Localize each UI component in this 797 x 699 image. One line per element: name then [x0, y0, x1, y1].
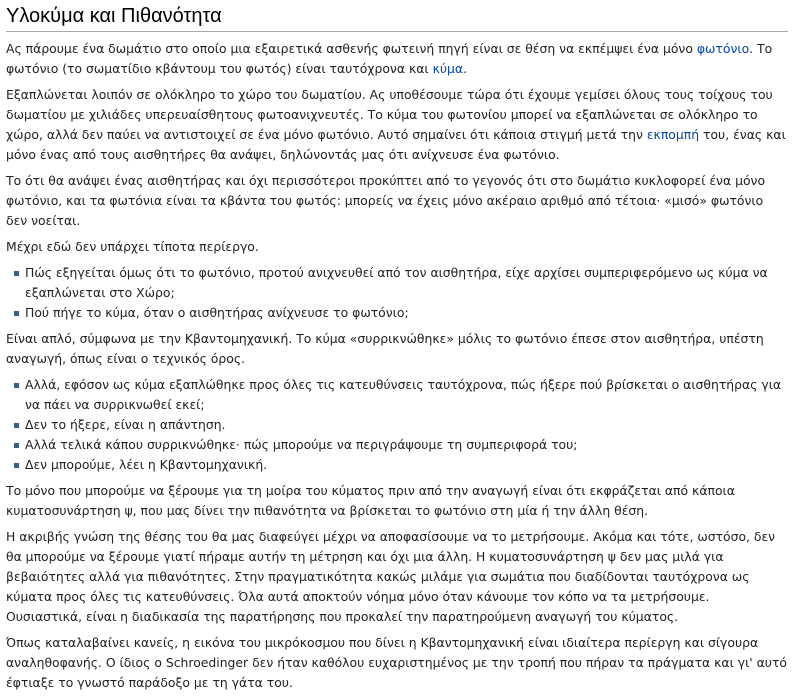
list-item [6, 435, 788, 455]
paragraph-4: Μέχρι εδώ δεν υπάρχει τίποτα περίεργο. [6, 239, 259, 254]
bullet-square-icon [14, 423, 19, 428]
paragraph-1-text-b: . Το φωτόνιο (το σωματίδιο κβάντουμ του φωτός) είναι ταυτόχρονα και [6, 41, 773, 76]
question-list-1 [6, 263, 788, 323]
paragraph-2-text-b: του, ένας και μόνο ένας από τους αισθητήρες θα ανάψει, δηλώνοντάς μας ότι ανίχνευσε ένα φωτόνιο. [6, 127, 786, 162]
section-heading: Υλοκύμα και Πιθανότητα [6, 5, 222, 27]
list-item-text: Αλλά, εφόσον ως κύμα εξαπλώθηκε προς όλες τις κατευθύνσεις ταυτόχρονα, πώς ήξερε πού βρίσκεται ο αισθητήρας για να πάει να συρρικνωθεί εκεί; [25, 377, 782, 412]
paragraph-5: Είναι απλό, σύμφωνα με την Κβαντομηχανική. Το κύμα «συρρικνώθηκε» μόλις το φωτόνιο έπεσε στον αισθητήρα, υπέστη αναγωγή, όπως είναι ο τεχνικός όρος. [6, 331, 764, 366]
bullet-square-icon [14, 443, 19, 448]
paragraph-1-text-c: . [463, 61, 468, 76]
paragraph-2 [6, 85, 788, 165]
article-body [6, 39, 788, 699]
list-item [6, 455, 788, 475]
question-list-2 [6, 375, 788, 475]
bullet-square-icon [14, 463, 19, 468]
list-item-text: Δεν μπορούμε, λέει η Κβαντομηχανική. [25, 457, 268, 472]
list-item-text: Πώς εξηγείται όμως ότι το φωτόνιο, προτού ανιχνευθεί από τον αισθητήρα, είχε αρχίσει συμπεριφερόμενο ως κύμα να εξαπλώνεται στο Χώρο; [25, 265, 768, 300]
list-item [6, 415, 788, 435]
bullet-square-icon [14, 383, 19, 388]
paragraph-3: Το ότι θα ανάψει ένας αισθητήρας και όχι περισσότεροι προκύπτει από το γεγονός ότι στο δωμάτιο κυκλοφορεί ένα μόνο φωτόνιο, και τα φωτόνια είναι τα κβάντα του φωτός: μπορείς να έχεις μόνο ακέραιο αριθμό από τέτοια· «μισό» φωτόνιο δεν νοείται. [6, 173, 766, 228]
bullet-square-icon [14, 311, 19, 316]
list-item-text: Δεν το ήξερε, είναι η απάντηση. [25, 417, 226, 432]
paragraph-7: Η ακριβής γνώση της θέσης του θα μας διαφεύγει μέχρι να αποφασίσουμε να το μετρήσουμε. Ακόμα και τότε, ωστόσο, δεν θα μπορούμε να ξέρουμε γιατί πήραμε αυτήν τη μέτρηση και όχι μια άλλη. Η κυματοσυνάρτηση ψ δεν μας μιλά για βεβαιότητες αλλά για πιθανότητες. Στην πραγματικότητα κακώς μιλάμε για σωμάτια που διαδίδονται ταυτόχρονα ως κύματα προς όλες τις κατευθύνσεις. Όλα αυτά αποκτούν νόημα μόνο όταν κάνουμε τον κόπο να τα μετρήσουμε. Ουσιαστικά, είναι η διαδικασία της παρατήρησης που προκαλεί την παρατηρούμενη αναγωγή του κύματος. [6, 529, 776, 624]
paragraph-6: Το μόνο που μπορούμε να ξέρουμε για τη μοίρα του κύματος πριν από την αναγωγή είναι ότι εκφράζεται από κάποια κυματοσυνάρτηση ψ, που μας δίνει την πιθανότητα να βρίσκεται το φωτόνιο στη μία ή την άλλη θέση. [6, 483, 735, 518]
link-photon[interactable]: φωτόνιο [696, 41, 750, 56]
list-item-text: Πού πήγε το κύμα, όταν ο αισθητήρας ανίχνευσε το φωτόνιο; [25, 305, 409, 320]
paragraph-2-text-a: Εξαπλώνεται λοιπόν σε ολόκληρο το χώρο του δωματίου. Ας υποθέσουμε τώρα ότι έχουμε γεμίσει όλους τους τοίχους του δωματίου με χιλιάδες υπερευαίσθητους φωτοανιχνευτές. Το κύμα του φωτονίου μπορεί να εξαπλώνεται σε ολόκληρο το χώρο, αλλά δεν παύει να αντιστοιχεί σε ένα μόνο φωτόνιο. Αυτό σημαίνει ότι κάποια στιγμή μετά την [6, 87, 773, 142]
paragraph-1 [6, 39, 788, 79]
list-item [6, 263, 788, 303]
paragraph-8: Όπως καταλαβαίνει κανείς, η εικόνα του μικρόκοσμου που δίνει η Κβαντομηχανική είναι ιδιαίτερα περίεργη και σίγουρα αναληθοφανής. Ο ίδιος ο Schroedinger δεν ήταν καθόλου ευχαριστημένος με την τροπή που πήραν τα πράγματα και γι' αυτό έφτιαξε το γνωστό παράδοξο με τη γάτα του. [6, 635, 787, 690]
link-wave[interactable]: κύμα [432, 61, 464, 76]
list-item [6, 303, 788, 323]
list-item [6, 375, 788, 415]
paragraph-1-text-a: Ας πάρουμε ένα δωμάτιο στο οποίο μια εξαιρετικά ασθενής φωτεινή πηγή είναι σε θέση να εκπέμψει ένα μόνο [6, 41, 697, 56]
list-item-text: Αλλά τελικά κάπου συρρικνώθηκε· πώς μπορούμε να περιγράψουμε τη συμπεριφορά του; [25, 437, 578, 452]
link-emission[interactable]: εκπομπή [646, 127, 700, 142]
heading-divider [6, 31, 788, 32]
bullet-square-icon [14, 271, 19, 276]
